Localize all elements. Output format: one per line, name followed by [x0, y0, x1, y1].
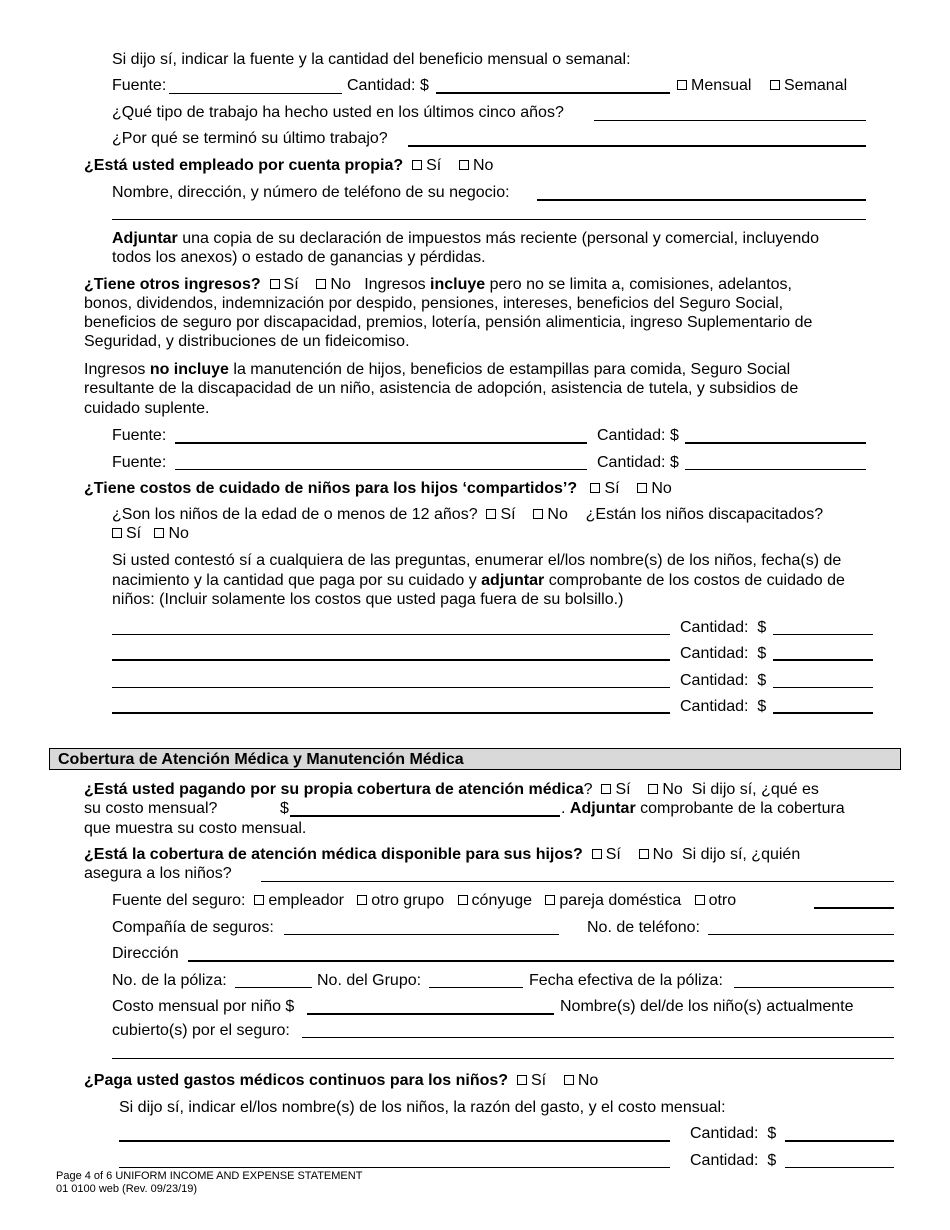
- other-income-amount-field-2[interactable]: [685, 469, 866, 470]
- cost-per-child-label: Costo mensual por niño $: [112, 998, 295, 1015]
- health-attach: . Adjuntar comprobante de la cobertura: [561, 800, 845, 817]
- work-type-field[interactable]: [594, 120, 866, 121]
- cost-per-child-field[interactable]: [307, 1013, 554, 1015]
- childcare-amount-label-2: Cantidad: $: [680, 645, 767, 662]
- self-employed-row: ¿Está usted empleado por cuenta propia? Sí No: [84, 157, 494, 174]
- other-income-source-label-1: Fuente:: [112, 427, 167, 444]
- childcare-list-line3: niños: (Incluir solamente los costos que usted paga fuera de su bolsillo.): [112, 591, 624, 608]
- disabled-no-checkbox[interactable]: [154, 528, 164, 538]
- footer-form-number: 01 0100 web (Rev. 09/23/19): [56, 1183, 198, 1195]
- childcare-list-line1: Si usted contestó sí a cualquiera de las preguntas, enumerar el/los nombre(s) de los niños, fecha(s) de: [112, 552, 842, 569]
- group-number-label: No. del Grupo:: [317, 972, 422, 989]
- business-info-field[interactable]: [537, 199, 866, 201]
- childcare-list-line2: nacimiento y la cantidad que paga por su cuidado y adjuntar comprobante de los costos de cuidado de: [112, 572, 845, 589]
- health-yes-checkbox[interactable]: [601, 784, 611, 794]
- other-income-yes-checkbox[interactable]: [270, 279, 280, 289]
- benefit-source-field[interactable]: [169, 93, 342, 94]
- other-income-amount-field-1[interactable]: [685, 442, 866, 444]
- other-income-line1: ¿Tiene otros ingresos? Sí No Ingresos incluye pero no se limita a, comisiones, adelantos,: [84, 276, 792, 293]
- health-no-checkbox[interactable]: [648, 784, 658, 794]
- other-income-line3: beneficios de seguro por discapacidad, premios, lotería, pensión alimenticia, ingreso Suplementario de: [84, 314, 813, 331]
- policy-number-label: No. de la póliza:: [112, 972, 227, 989]
- other-income-source-label-2: Fuente:: [112, 454, 167, 471]
- weekly-checkbox[interactable]: [770, 80, 780, 90]
- effective-date-field[interactable]: [734, 987, 894, 988]
- childcare-name-field-4[interactable]: [112, 712, 670, 714]
- coverage-yes-checkbox[interactable]: [592, 849, 602, 859]
- disabled-yes-checkbox[interactable]: [112, 528, 122, 538]
- childcare-amount-label-1: Cantidad: $: [680, 619, 767, 636]
- business-info-field-2[interactable]: [112, 219, 866, 220]
- other-income-amount-label-2: Cantidad: $: [597, 454, 679, 471]
- medical-expenses-question: ¿Paga usted gastos médicos continuos para los niños? Sí No: [84, 1072, 599, 1089]
- insurer-label: asegura a los niños?: [84, 865, 232, 882]
- medical-yes-checkbox[interactable]: [517, 1075, 527, 1085]
- childcare-amount-field-2[interactable]: [773, 659, 873, 661]
- insurer-field[interactable]: [261, 881, 894, 882]
- attach-tax-line2: todos los anexos) o estado de ganancias y pérdidas.: [112, 249, 486, 266]
- monthly-option[interactable]: Mensual: [677, 76, 751, 95]
- health-cost-label: su costo mensual?: [84, 800, 218, 817]
- health-cost-dollar: $: [280, 800, 289, 817]
- childcare-amount-field-4[interactable]: [773, 712, 873, 714]
- last-job-field[interactable]: [408, 145, 866, 147]
- medical-amount-label-2: Cantidad: $: [690, 1152, 777, 1169]
- benefit-instructions: Si dijo sí, indicar la fuente y la cantidad del beneficio mensual o semanal:: [112, 51, 631, 68]
- insurance-company-field[interactable]: [284, 934, 559, 935]
- age-yes-checkbox[interactable]: [486, 509, 496, 519]
- source-other-group-checkbox[interactable]: [357, 895, 367, 905]
- coverage-no-checkbox[interactable]: [639, 849, 649, 859]
- age-no-checkbox[interactable]: [533, 509, 543, 519]
- other-income-source-field-1[interactable]: [175, 442, 587, 444]
- health-coverage-question: ¿Está usted pagando por su propia cobertura de atención médica? Sí No Si dijo sí, ¿qué es: [84, 781, 819, 798]
- insurance-company-label: Compañía de seguros:: [112, 919, 274, 936]
- attach-tax-line1: Adjuntar una copia de su declaración de impuestos más reciente (personal y comercial, incluyendo: [112, 230, 820, 247]
- source-other-checkbox[interactable]: [695, 895, 705, 905]
- source-employer-checkbox[interactable]: [254, 895, 264, 905]
- childcare-amount-label-4: Cantidad: $: [680, 698, 767, 715]
- insurance-phone-label: No. de teléfono:: [587, 919, 700, 936]
- medical-amount-field-1[interactable]: [785, 1140, 894, 1142]
- last-job-question: ¿Por qué se terminó su último trabajo?: [112, 130, 388, 147]
- health-cost-field[interactable]: [290, 815, 560, 817]
- other-income-line4: Seguridad, y distribuciones de un fideicomiso.: [84, 333, 410, 350]
- benefit-source-label: Fuente:: [112, 77, 167, 94]
- group-number-field[interactable]: [429, 987, 523, 988]
- health-cost-note: que muestra su costo mensual.: [84, 820, 307, 837]
- benefit-amount-label: Cantidad: $: [347, 77, 429, 94]
- insurance-phone-field[interactable]: [708, 934, 894, 935]
- benefit-amount-field[interactable]: [436, 92, 670, 94]
- exclude-line1: Ingresos no incluye la manutención de hijos, beneficios de estampillas para comida, Seguro Social: [84, 361, 791, 378]
- health-coverage-section-header: Cobertura de Atención Médica y Manutención Médica: [49, 748, 901, 770]
- business-info-label: Nombre, dirección, y número de teléfono de su negocio:: [112, 184, 510, 201]
- medical-expense-name-field-1[interactable]: [119, 1140, 670, 1142]
- medical-no-checkbox[interactable]: [564, 1075, 574, 1085]
- childcare-yes-checkbox[interactable]: [590, 483, 600, 493]
- other-income-amount-label-1: Cantidad: $: [597, 427, 679, 444]
- covered-children-label: Nombre(s) del/de los niño(s) actualmente: [560, 998, 854, 1015]
- footer-page-info: Page 4 of 6 UNIFORM INCOME AND EXPENSE STATEMENT: [56, 1170, 363, 1182]
- covered-children-label-2: cubierto(s) por el seguro:: [112, 1022, 290, 1039]
- insurance-address-field[interactable]: [188, 960, 894, 962]
- disabled-options: Sí No: [112, 524, 189, 543]
- childcare-name-field-2[interactable]: [112, 659, 670, 661]
- insurance-source-row: Fuente del seguro: empleador otro grupo cónyuge pareja doméstica otro: [112, 892, 737, 909]
- age-question: ¿Son los niños de la edad de o menos de 12 años? Sí No ¿Están los niños discapacitados?: [112, 506, 824, 523]
- source-other-field[interactable]: [814, 907, 894, 909]
- medical-expenses-instructions: Si dijo sí, indicar el/los nombre(s) de los niños, la razón del gasto, y el costo mensual:: [119, 1099, 726, 1116]
- source-spouse-checkbox[interactable]: [458, 895, 468, 905]
- coverage-available-question: ¿Está la cobertura de atención médica disponible para sus hijos? Sí No Si dijo sí, ¿quién: [84, 846, 801, 863]
- childcare-name-field-1[interactable]: [112, 634, 670, 635]
- other-income-line2: bonos, dividendos, indemnización por despido, pensiones, intereses, beneficios del Seguro Social,: [84, 295, 784, 312]
- self-employed-no-checkbox[interactable]: [459, 160, 469, 170]
- covered-children-field[interactable]: [302, 1037, 894, 1038]
- childcare-no-checkbox[interactable]: [637, 483, 647, 493]
- work-type-question: ¿Qué tipo de trabajo ha hecho usted en los últimos cinco años?: [112, 104, 564, 121]
- weekly-option[interactable]: Semanal: [770, 76, 847, 95]
- childcare-amount-label-3: Cantidad: $: [680, 672, 767, 689]
- monthly-checkbox[interactable]: [677, 80, 687, 90]
- self-employed-yes-checkbox[interactable]: [412, 160, 422, 170]
- exclude-line2: resultante de la discapacidad de un niño, asistencia de adopción, asistencia de tutela, y subsidios de: [84, 380, 799, 397]
- policy-number-field[interactable]: [235, 987, 312, 988]
- other-income-source-field-2[interactable]: [175, 469, 587, 470]
- exclude-line3: cuidado suplente.: [84, 400, 210, 417]
- childcare-amount-field-3[interactable]: [773, 687, 873, 688]
- medical-expense-name-field-2[interactable]: [119, 1167, 670, 1168]
- childcare-name-field-3[interactable]: [112, 687, 670, 688]
- insurance-address-label: Dirección: [112, 945, 179, 962]
- source-partner-checkbox[interactable]: [545, 895, 555, 905]
- covered-children-field-2[interactable]: [112, 1058, 894, 1059]
- medical-amount-field-2[interactable]: [785, 1167, 894, 1168]
- childcare-amount-field-1[interactable]: [773, 634, 873, 635]
- childcare-question: ¿Tiene costos de cuidado de niños para los hijos ‘compartidos’? Sí No: [84, 480, 672, 497]
- effective-date-label: Fecha efectiva de la póliza:: [529, 972, 723, 989]
- other-income-no-checkbox[interactable]: [316, 279, 326, 289]
- medical-amount-label-1: Cantidad: $: [690, 1125, 777, 1142]
